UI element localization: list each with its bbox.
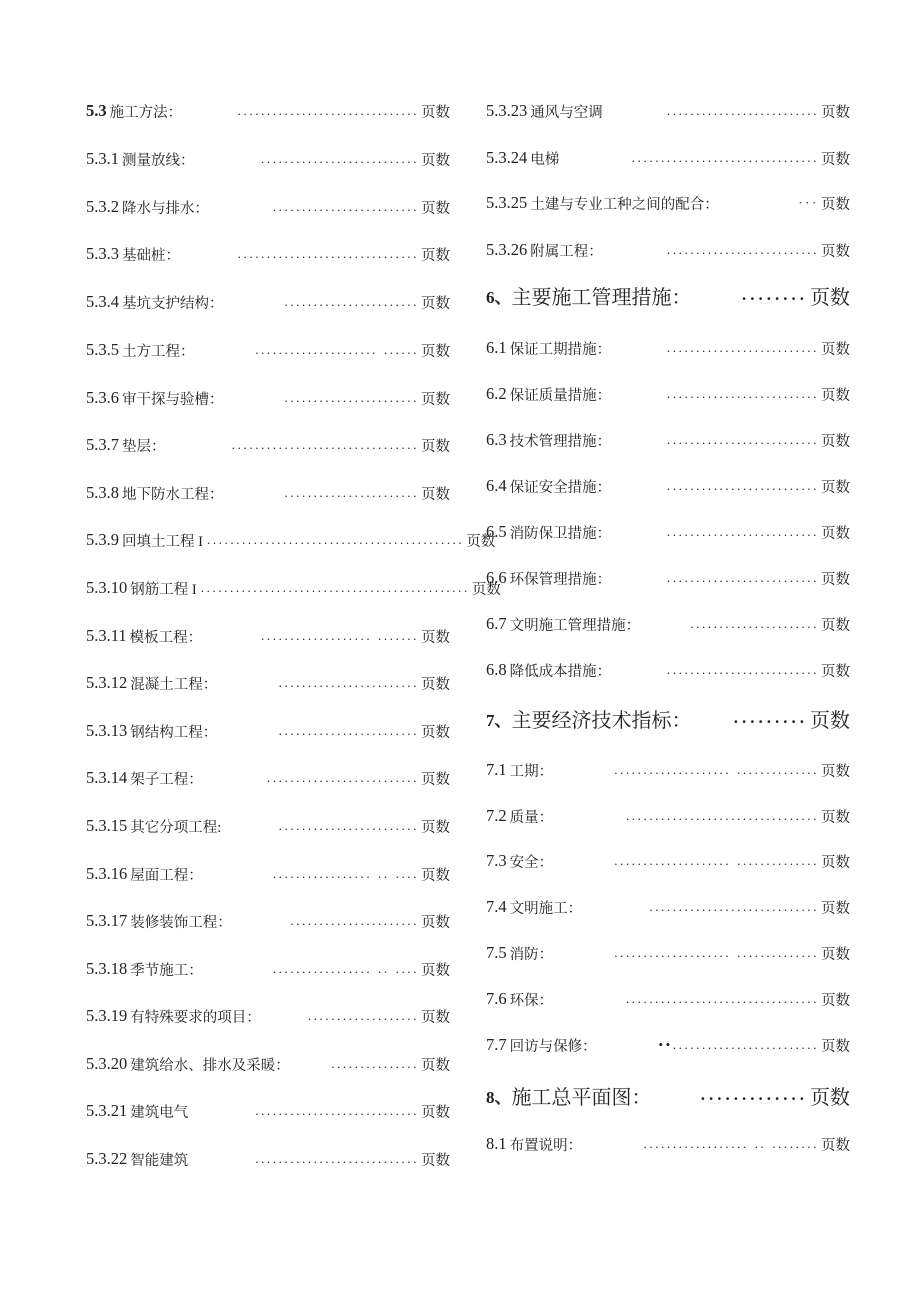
toc-page-label: 页数 — [421, 295, 450, 312]
toc-entry-number: 5.3.24 — [486, 148, 528, 167]
toc-entry-number: 5.3 — [86, 101, 107, 120]
toc-page-label: 页数 — [421, 104, 450, 121]
toc-entry-title: 文明施工管理措施： — [509, 617, 641, 634]
toc-page-label: 页数 — [421, 1057, 450, 1074]
toc-dot-leader: ............... — [331, 1056, 419, 1071]
toc-entry-number: 5.3.1 — [86, 149, 119, 168]
toc-entry-title: 回访与保修： — [509, 1038, 597, 1055]
toc-page-label: 页数 — [821, 854, 850, 871]
toc-entry-number: 5.3.18 — [86, 959, 128, 978]
toc-entry-title: 消防保卫措施： — [509, 525, 612, 542]
toc-entry[interactable] — [86, 1003, 450, 1029]
toc-entry-title: 有特殊要求的项目： — [130, 1009, 261, 1026]
toc-dot-leader: ............................ — [255, 1103, 419, 1118]
toc-entry-number: 5.3.2 — [86, 197, 119, 216]
toc-entry-title: 土建与专业工种之间的配合： — [530, 196, 719, 213]
toc-dot-leader: .......................... — [666, 340, 819, 355]
toc-entry-title: 文明施工： — [509, 900, 583, 917]
toc-entry-title: 建筑电气 — [130, 1104, 189, 1121]
toc-dot-leader: .... .. ................. — [272, 961, 419, 976]
toc-dot-leader: ............................... — [237, 103, 419, 118]
toc-entry-title: 混凝土工程： — [130, 676, 218, 693]
toc-entry-title: 建筑给水、排水及采暖： — [130, 1057, 290, 1074]
toc-dot-leader: ................................. — [625, 991, 819, 1006]
toc-dot-leader: ............................................ — [206, 532, 465, 547]
toc-page-label: 页数 — [421, 771, 450, 788]
toc-entry-title: 施工方法： — [109, 104, 183, 121]
toc-dot-leader: .......................... — [666, 103, 819, 118]
toc-entry-number: 7.4 — [486, 897, 507, 916]
toc-page-label: 页数 — [821, 341, 850, 358]
toc-entry[interactable] — [486, 894, 850, 920]
toc-dot-leader: ................... — [307, 1008, 419, 1023]
toc-page-label: 页数 — [421, 962, 450, 979]
toc-entry-number: 7.5 — [486, 943, 507, 962]
toc-page-label: 页数 — [821, 900, 850, 917]
toc-entry[interactable] — [486, 848, 850, 874]
toc-entry-title: 审干探与验槽： — [122, 391, 224, 408]
toc-entry-title: 环保管理措施： — [509, 571, 612, 588]
toc-dot-leader: ....... ................... — [261, 628, 419, 643]
toc-page-label: 页数 — [810, 286, 850, 309]
toc-entry-title: 架子工程： — [130, 771, 203, 788]
toc-page-label: 页数 — [821, 525, 850, 542]
toc-entry-number: 5.3.16 — [86, 864, 128, 883]
toc-page-label: 页数 — [421, 438, 450, 455]
toc-entry[interactable] — [86, 289, 450, 315]
toc-dot-leader: ............................... — [237, 246, 419, 261]
toc-page-label: 页数 — [821, 617, 850, 634]
toc-entry-number: 5.3.26 — [486, 240, 528, 259]
toc-page-label: 页数 — [810, 1086, 850, 1109]
toc-entry-title: 附属工程： — [530, 243, 603, 260]
toc-entry[interactable] — [486, 1131, 850, 1157]
toc-entry-title: 保证质量措施： — [509, 387, 612, 404]
toc-dot-leader: ........ .. .................. — [643, 1136, 819, 1151]
toc-page-label: 页数 — [421, 676, 450, 693]
toc-dot-leader: ....................... — [284, 485, 419, 500]
toc-entry[interactable] — [86, 765, 450, 791]
toc-page-label: 页数 — [421, 343, 450, 360]
toc-dot-leader: ............................ — [255, 1151, 419, 1166]
toc-entry[interactable] — [86, 1146, 450, 1172]
toc-entry-number: 5.3.5 — [86, 340, 119, 359]
toc-entry-number: 7.6 — [486, 989, 507, 1008]
toc-page-label: 页数 — [821, 992, 850, 1009]
toc-entry-title: 主要经济技术指标： — [511, 709, 692, 732]
toc-dot-leader: ··· — [798, 195, 819, 210]
toc-entry-title: 钢筋工程 I — [130, 581, 197, 598]
toc-entry[interactable] — [86, 813, 450, 839]
toc-entry-number: 6.7 — [486, 614, 507, 633]
toc-entry[interactable] — [486, 98, 850, 124]
toc-page-label: 页数 — [421, 152, 450, 169]
toc-entry-title: 垫层： — [122, 438, 166, 455]
toc-entry[interactable] — [486, 757, 850, 783]
toc-page-label: 页数 — [421, 1104, 450, 1121]
toc-entry-number: 5.3.20 — [86, 1054, 128, 1073]
toc-entry-title: 测量放线： — [122, 152, 195, 169]
toc-entry-title: 屋面工程： — [130, 867, 203, 884]
toc-entry[interactable] — [86, 337, 450, 363]
toc-dot-leader: ...................... — [690, 616, 819, 631]
toc-entry[interactable] — [86, 623, 450, 649]
toc-dot-leader: .......................... — [666, 662, 819, 677]
toc-section-heading[interactable] — [486, 1078, 850, 1112]
toc-entry-number: 5.3.11 — [86, 626, 127, 645]
toc-entry[interactable] — [486, 1032, 850, 1058]
toc-page-label: 页数 — [821, 663, 850, 680]
toc-page-label: 页数 — [821, 946, 850, 963]
toc-entry[interactable] — [86, 1051, 450, 1077]
toc-entry-number: 6.8 — [486, 660, 507, 679]
toc-entry-number: 7.7 — [486, 1035, 507, 1054]
toc-page-label: 页数 — [810, 709, 850, 732]
toc-dot-leader: .......................... — [666, 242, 819, 257]
toc-entry-number: 5.3.21 — [86, 1101, 128, 1120]
toc-dot-leader: ........................ — [278, 675, 419, 690]
toc-entry-number: 6.4 — [486, 476, 507, 495]
toc-entry[interactable] — [486, 190, 850, 216]
toc-dot-leader: ......... — [733, 708, 808, 727]
toc-entry-number: 5.3.10 — [86, 578, 128, 597]
toc-entry-title: 土方工程： — [122, 343, 195, 360]
toc-entry-number: 7、 — [486, 710, 512, 730]
toc-entry-title: 施工总平面图： — [511, 1086, 652, 1109]
toc-dot-leader: .......................... — [666, 432, 819, 447]
toc-entry-number: 5.3.25 — [486, 193, 528, 212]
toc-entry-title: 保证安全措施： — [509, 479, 612, 496]
toc-page-label: 页数 — [821, 571, 850, 588]
toc-dot-leader: ............................. — [649, 899, 819, 914]
toc-page-label: 页数 — [421, 486, 450, 503]
toc-dot-leader: .........................•• — [658, 1037, 819, 1052]
toc-entry-number: 7.3 — [486, 851, 507, 870]
toc-dot-leader: ................................ — [631, 150, 819, 165]
toc-entry[interactable] — [486, 381, 850, 407]
toc-page-label: 页数 — [821, 1137, 850, 1154]
toc-page-label: 页数 — [821, 196, 850, 213]
toc-entry-number: 6.2 — [486, 384, 507, 403]
toc-dot-leader: .............. .................... — [614, 762, 819, 777]
toc-entry-number: 5.3.6 — [86, 388, 119, 407]
toc-page-label: 页数 — [821, 104, 850, 121]
toc-entry[interactable] — [86, 98, 450, 124]
toc-entry-title: 质量： — [509, 809, 554, 826]
toc-entry-title: 电梯 — [530, 151, 560, 168]
toc-page-label: 页数 — [821, 763, 850, 780]
toc-entry-number: 5.3.4 — [86, 292, 119, 311]
toc-entry-title: 保证工期措施： — [509, 341, 612, 358]
toc-page-label: 页数 — [421, 391, 450, 408]
toc-dot-leader: .............. .................... — [614, 945, 819, 960]
toc-entry-number: 5.3.17 — [86, 911, 128, 930]
toc-page-label: 页数 — [821, 809, 850, 826]
toc-dot-leader: .......................... — [266, 770, 419, 785]
toc-dot-leader: ....................... — [284, 294, 419, 309]
toc-dot-leader: ........................ — [278, 818, 419, 833]
toc-dot-leader: .............. .................... — [614, 853, 819, 868]
toc-entry-number: 5.3.19 — [86, 1006, 128, 1025]
toc-page-label: 页数 — [421, 724, 450, 741]
toc-dot-leader: .......................... — [666, 570, 819, 585]
toc-entry-title: 装修装饰工程： — [130, 914, 232, 931]
toc-entry-title: 工期： — [509, 763, 554, 780]
toc-entry-number: 5.3.22 — [86, 1149, 128, 1168]
toc-entry[interactable] — [86, 194, 450, 220]
toc-entry-number: 5.3.15 — [86, 816, 128, 835]
toc-entry-title: 智能建筑 — [130, 1152, 189, 1169]
toc-entry-title: 钢结构工程： — [130, 724, 218, 741]
toc-entry[interactable] — [486, 145, 850, 171]
toc-page-label: 页数 — [821, 1038, 850, 1055]
toc-entry-number: 6.1 — [486, 338, 507, 357]
toc-entry[interactable] — [486, 940, 850, 966]
toc-entry[interactable] — [86, 718, 450, 744]
toc-dot-leader: ................................ — [231, 437, 419, 452]
toc-dot-leader: ................................. — [625, 808, 819, 823]
toc-entry-number: 6.6 — [486, 568, 507, 587]
toc-page-label: 页数 — [421, 1152, 450, 1169]
toc-entry[interactable] — [486, 657, 850, 683]
toc-entry-number: 6.3 — [486, 430, 507, 449]
toc-entry-title: 主要施工管理措施： — [511, 286, 692, 309]
toc-entry[interactable] — [86, 527, 496, 553]
toc-entry[interactable] — [486, 237, 850, 263]
toc-entry-number: 5.3.9 — [86, 530, 119, 549]
toc-entry[interactable] — [86, 575, 501, 601]
toc-entry[interactable] — [486, 335, 850, 361]
toc-entry[interactable] — [86, 241, 450, 267]
toc-entry-title: 回填土工程 I — [122, 533, 203, 550]
toc-page-label: 页数 — [821, 479, 850, 496]
toc-page-label: 页数 — [821, 433, 850, 450]
toc-entry[interactable] — [86, 385, 450, 411]
toc-entry-title: 环保： — [509, 992, 554, 1009]
toc-entry-title: 通风与空调 — [530, 104, 603, 121]
toc-dot-leader: ........ — [742, 285, 808, 304]
toc-entry-title: 基础桩： — [122, 247, 180, 264]
toc-entry-number: 5.3.12 — [86, 673, 128, 692]
toc-entry[interactable] — [86, 670, 450, 696]
toc-entry-number: 8.1 — [486, 1134, 507, 1153]
toc-entry-number: 5.3.8 — [86, 483, 119, 502]
toc-page-label: 页数 — [471, 581, 501, 598]
toc-entry-number: 6.5 — [486, 522, 507, 541]
toc-page-label: 页数 — [421, 914, 450, 931]
toc-entry[interactable] — [486, 803, 850, 829]
toc-entry-number: 5.3.14 — [86, 768, 128, 787]
toc-dot-leader: .... .. ................. — [272, 866, 419, 881]
toc-dot-leader: ............. — [700, 1085, 808, 1104]
toc-entry-title: 降低成本措施： — [509, 663, 612, 680]
toc-entry-number: 5.3.23 — [486, 101, 528, 120]
toc-page-label: 页数 — [821, 387, 850, 404]
toc-dot-leader: ........................... — [261, 151, 419, 166]
toc-page-label: 页数 — [421, 819, 450, 836]
toc-page-label: 页数 — [821, 151, 850, 168]
toc-entry-number: 7.1 — [486, 760, 507, 779]
toc-entry-title: 技术管理措施： — [509, 433, 612, 450]
toc-section-heading[interactable] — [486, 701, 850, 735]
toc-entry-title: 消防： — [509, 946, 554, 963]
toc-entry[interactable] — [86, 956, 450, 982]
toc-page-label: 页数 — [421, 629, 450, 646]
toc-entry-number: 5.3.13 — [86, 721, 128, 740]
toc-entry[interactable] — [86, 146, 450, 172]
toc-entry[interactable] — [486, 427, 850, 453]
toc-dot-leader: ......................... — [272, 199, 419, 214]
toc-entry[interactable] — [86, 908, 450, 934]
toc-entry-number: 6、 — [486, 287, 512, 307]
toc-entry-title: 模板工程： — [129, 629, 203, 646]
toc-entry[interactable] — [486, 473, 850, 499]
toc-dot-leader: ....................... — [284, 390, 419, 405]
toc-dot-leader: .......................... — [666, 478, 819, 493]
toc-entry-number: 5.3.3 — [86, 244, 119, 263]
toc-entry[interactable] — [486, 519, 850, 545]
toc-dot-leader: ...... ..................... — [255, 342, 419, 357]
toc-entry-title: 地下防水工程： — [122, 486, 224, 503]
toc-dot-leader: .......................... — [666, 524, 819, 539]
toc-entry-title: 布置说明： — [509, 1137, 583, 1154]
toc-page-label: 页数 — [421, 247, 450, 264]
toc-entry[interactable] — [486, 611, 850, 637]
toc-entry[interactable] — [486, 565, 850, 591]
toc-entry-title: 安全： — [509, 854, 554, 871]
toc-page-label: 页数 — [421, 1009, 450, 1026]
toc-section-heading[interactable] — [486, 278, 850, 312]
toc-dot-leader: .......................... — [666, 386, 819, 401]
toc-entry-title: 其它分项工程: — [130, 819, 222, 836]
toc-dot-leader: .............................................. — [200, 580, 470, 595]
toc-page-label: 页数 — [466, 533, 496, 550]
toc-page-label: 页数 — [421, 867, 450, 884]
toc-entry[interactable] — [86, 480, 450, 506]
toc-entry-number: 8、 — [486, 1087, 512, 1107]
toc-entry[interactable] — [86, 432, 450, 458]
toc-entry[interactable] — [86, 1098, 450, 1124]
toc-dot-leader: ...................... — [290, 913, 419, 928]
toc-entry-title: 降水与排水： — [122, 200, 209, 217]
toc-entry-number: 5.3.7 — [86, 435, 119, 454]
toc-page-label: 页数 — [821, 243, 850, 260]
toc-entry-title: 季节施工： — [130, 962, 203, 979]
toc-dot-leader: ........................ — [278, 723, 419, 738]
toc-entry[interactable] — [486, 986, 850, 1012]
toc-page-label: 页数 — [421, 200, 450, 217]
toc-entry[interactable] — [86, 861, 450, 887]
toc-entry-title: 基坑支护结构： — [122, 295, 224, 312]
toc-entry-number: 7.2 — [486, 806, 507, 825]
